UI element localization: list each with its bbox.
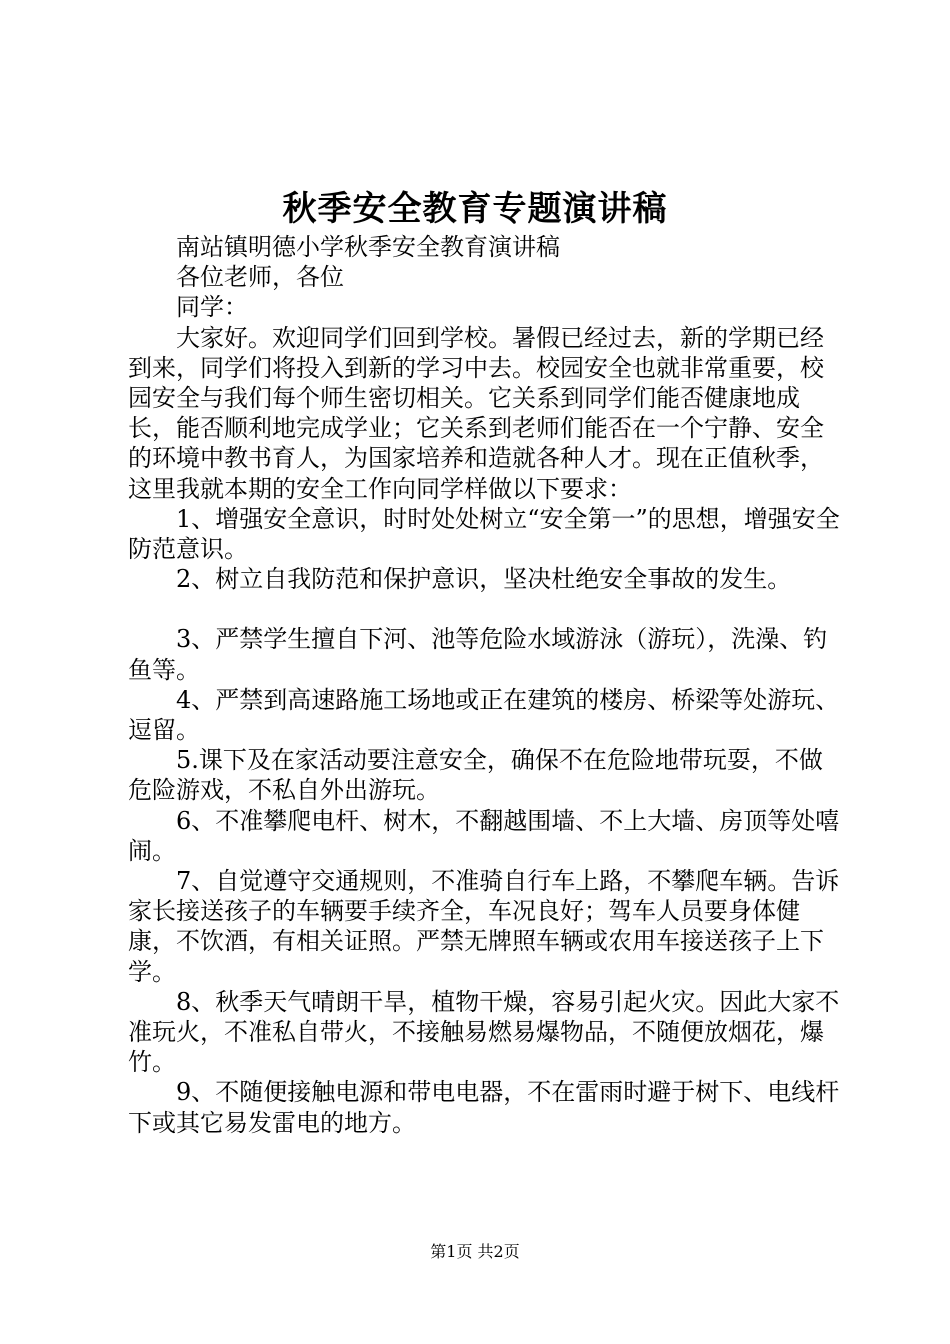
paragraph-item-5: 5.课下及在家活动要注意安全，确保不在危险地带玩耍，不做危险游戏，不私自外出游玩。 xyxy=(128,746,823,805)
blank-line xyxy=(128,594,840,624)
paragraph-item-4: 4、严禁到高速路施工场地或正在建筑的楼房、桥梁等处游玩、逗留。 xyxy=(128,685,840,745)
paragraph-salutation-1: 各位老师，各位 xyxy=(176,263,344,292)
paragraph-item-1: 1、增强安全意识，时时处处树立“安全第一”的思想，增强安全防范意识。 xyxy=(128,504,840,564)
paragraph-item-3: 3、严禁学生擅自下河、池等危险水域游泳（游玩），洗澡、钓鱼等。 xyxy=(128,625,828,684)
document-title: 秋季安全教育专题演讲稿 xyxy=(282,189,668,229)
paragraph-item-6: 6、不准攀爬电杆、树木，不翻越围墙、不上大墙、房顶等处嘻闹。 xyxy=(128,806,840,865)
document-body xyxy=(128,232,840,1138)
paragraph-item-9: 9、不随便接触电源和带电电器，不在雷雨时避于树下、电线杆下或其它易发雷电的地方。 xyxy=(128,1078,840,1137)
paragraph-item-8: 8、秋季天气晴朗干旱，植物干燥，容易引起火灾。因此大家不准玩火，不准私自带火，不接触易燃易爆物品，不随便放烟花，爆竹。 xyxy=(128,987,840,1077)
paragraph-subtitle: 南站镇明德小学秋季安全教育演讲稿 xyxy=(176,233,560,261)
paragraph-item-2: 2、树立自我防范和保护意识，坚决杜绝安全事故的发生。 xyxy=(176,565,792,594)
paragraph-item-7: 7、自觉遵守交通规则，不准骑自行车上路，不攀爬车辆。告诉家长接送孩子的车辆要手续齐全，车况良好；驾车人员要身体健康，不饮酒，有相关证照。严禁无牌照车辆或农用车接送孩子上下学。 xyxy=(128,867,840,986)
page-footer: 第1页 共2页 xyxy=(430,1242,520,1261)
paragraph-salutation-2: 同学： xyxy=(176,293,248,322)
paragraph-intro: 大家好。欢迎同学们回到学校。暑假已经过去，新的学期已经到来，同学们将投入到新的学习中去。校园安全也就非常重要，校园安全与我们每个师生密切相关。它关系到同学们能否健康地成长，能否顺利地完成学业；它关系到老师们能否在一个宁静、安全的环境中教书育人，为国家培养和造就各种人才。现在正值秋季，这里我就本期的安全工作向同学样做以下要求： xyxy=(128,323,824,503)
